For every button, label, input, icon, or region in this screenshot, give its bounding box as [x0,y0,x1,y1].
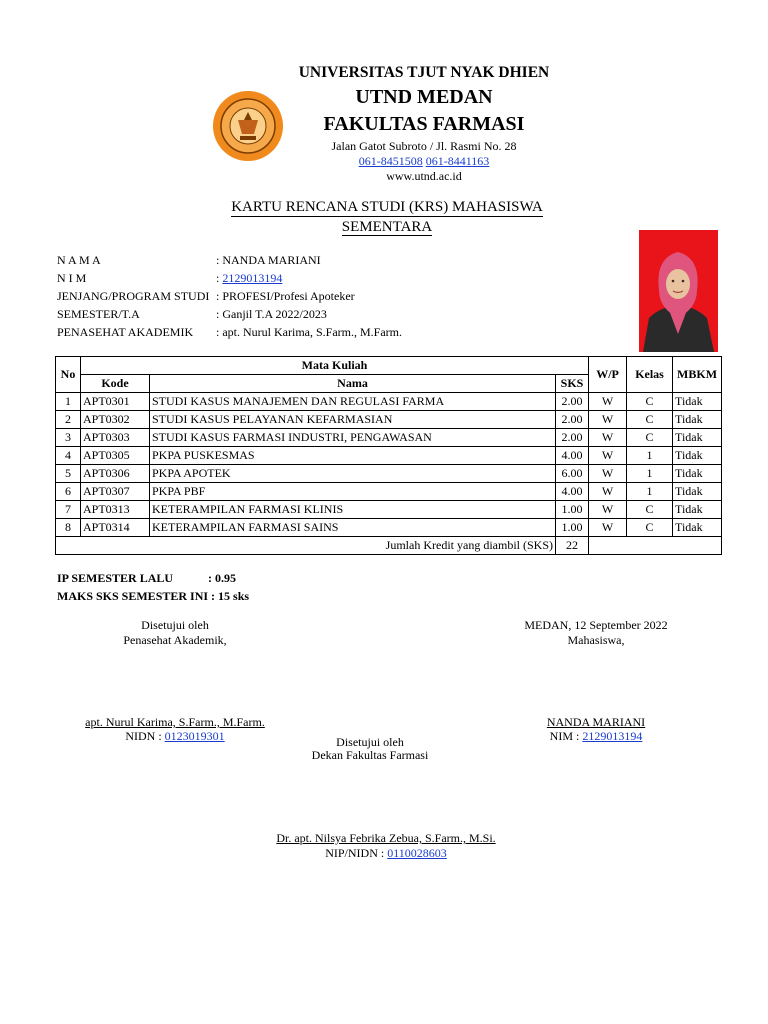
cell-kelas: 1 [627,483,673,501]
cell-sks: 6.00 [556,465,589,483]
document-title [200,199,574,216]
dean-signature-name [236,831,536,846]
cell-nama: STUDI KASUS PELAYANAN KEFARMASIAN [150,411,556,429]
dean-nip-label: NIP/NIDN : [325,846,388,860]
cell-no: 3 [56,429,81,447]
table-row [56,519,722,537]
student-signature-name [496,715,696,730]
program-value: : PROFESI/Profesi Apoteker [216,289,355,303]
student-name-text: NANDA MARIANI [546,715,646,729]
nim-link[interactable]: 2129013194 [222,271,283,285]
header-mbkm: MBKM [673,357,722,393]
table-row [56,447,722,465]
university-short-name: UTND MEDAN [355,86,493,108]
cell-sks: 2.00 [556,411,589,429]
table-row [56,393,722,411]
cell-nama: STUDI KASUS MANAJEMEN DAN REGULASI FARMA [150,393,556,411]
cell-sks: 2.00 [556,429,589,447]
cell-nama: KETERAMPILAN FARMASI SAINS [150,519,556,537]
max-sks: MAKS SKS SEMESTER INI : 15 sks [57,589,250,603]
cell-kelas: C [627,501,673,519]
cell-mbkm: Tidak [673,519,722,537]
table-row [56,411,722,429]
cell-sks: 2.00 [556,393,589,411]
header-kelas: Kelas [627,357,673,393]
total-empty [589,537,722,555]
cell-no: 2 [56,411,81,429]
cell-kode: APT0301 [81,393,150,411]
nim-value [216,271,616,286]
phone-numbers [200,154,648,169]
advisor-role: Penasehat Akademik, [123,633,227,647]
cell-wp: W [589,429,627,447]
student-role: Mahasiswa, [567,633,625,647]
phone-link-1[interactable]: 061-8451508 [358,154,423,168]
advisor-approved-label: Disetujui oleh [141,618,209,632]
university-name: UNIVERSITAS TJUT NYAK DHIEN [298,64,550,81]
cell-mbkm: Tidak [673,393,722,411]
cell-no: 5 [56,465,81,483]
cell-kelas: C [627,411,673,429]
cell-mbkm: Tidak [673,429,722,447]
cell-mbkm: Tidak [673,465,722,483]
advisor-nidn [65,729,285,744]
cell-wp: W [589,447,627,465]
name-value: : NANDA MARIANI [216,253,321,267]
cell-nama: KETERAMPILAN FARMASI KLINIS [150,501,556,519]
cell-wp: W [589,465,627,483]
cell-sks: 4.00 [556,447,589,465]
cell-mbkm: Tidak [673,483,722,501]
cell-mbkm: Tidak [673,501,722,519]
cell-kelas: 1 [627,465,673,483]
dean-nip [236,846,536,861]
cell-kode: APT0307 [81,483,150,501]
website: www.utnd.ac.id [386,169,462,183]
table-row [56,501,722,519]
cell-kelas: C [627,429,673,447]
advisor-label: PENASEHAT AKADEMIK [57,325,194,339]
student-nim [496,729,696,744]
phone-link-2[interactable]: 061-8441163 [425,154,490,168]
program-label: JENJANG/PROGRAM STUDI [57,289,210,303]
cell-wp: W [589,501,627,519]
cell-mbkm: Tidak [673,447,722,465]
cell-kode: APT0302 [81,411,150,429]
ip-semester-label: IP SEMESTER LALU [57,571,174,585]
cell-kode: APT0306 [81,465,150,483]
advisor-nidn-link[interactable]: 0123019301 [164,729,225,743]
total-row [56,537,722,555]
cell-mbkm: Tidak [673,411,722,429]
student-nim-link[interactable]: 2129013194 [582,729,643,743]
place-date: MEDAN, 12 September 2022 [524,618,668,632]
dean-nip-link[interactable]: 0110028603 [387,846,447,860]
header-no: No [56,357,81,393]
student-photo [639,230,718,352]
document-title-text: KARTU RENCANA STUDI (KRS) MAHASISWA [231,199,543,215]
advisor-signature-name [65,715,285,730]
cell-no: 8 [56,519,81,537]
name-label: N A M A [57,253,101,267]
ip-semester-value: : 0.95 [208,571,236,585]
nim-prefix: : [216,271,223,285]
table-row [56,483,722,501]
cell-sks: 1.00 [556,501,589,519]
cell-kode: APT0314 [81,519,150,537]
cell-sks: 4.00 [556,483,589,501]
table-row [56,429,722,447]
header-wp: W/P [589,357,627,393]
cell-no: 6 [56,483,81,501]
advisor-value: : apt. Nurul Karima, S.Farm., M.Farm. [216,325,402,339]
cell-nama: PKPA PUSKESMAS [150,447,556,465]
header-nama: Nama [150,375,556,393]
cell-nama: STUDI KASUS FARMASI INDUSTRI, PENGAWASAN [150,429,556,447]
cell-kelas: 1 [627,447,673,465]
header-kode: Kode [81,375,150,393]
cell-kode: APT0303 [81,429,150,447]
cell-no: 1 [56,393,81,411]
cell-kode: APT0305 [81,447,150,465]
cell-kode: APT0313 [81,501,150,519]
cell-nama: PKPA PBF [150,483,556,501]
cell-kelas: C [627,393,673,411]
nim-label: N I M [57,271,87,285]
header-sks: SKS [556,375,589,393]
cell-wp: W [589,393,627,411]
course-table [55,356,722,555]
total-value: 22 [556,537,589,555]
faculty-name: FAKULTAS FARMASI [323,113,525,135]
cell-wp: W [589,483,627,501]
cell-no: 7 [56,501,81,519]
total-label: Jumlah Kredit yang diambil (SKS) [56,537,556,555]
student-nim-label: NIM : [549,729,583,743]
document-subtitle-text: SEMENTARA [341,219,433,235]
document-subtitle [200,219,574,236]
dean-approved-label: Disetujui oleh [336,735,404,749]
advisor-name-text: apt. Nurul Karima, S.Farm., M.Farm. [85,715,265,729]
semester-label: SEMESTER/T.A [57,307,140,321]
cell-wp: W [589,411,627,429]
dean-name-text: Dr. apt. Nilsya Febrika Zebua, S.Farm., M.Si. [276,831,496,845]
semester-value: : Ganjil T.A 2022/2023 [216,307,327,321]
dean-role: Dekan Fakultas Farmasi [311,748,429,762]
header-mata-kuliah: Mata Kuliah [81,357,589,375]
cell-wp: W [589,519,627,537]
cell-sks: 1.00 [556,519,589,537]
address: Jalan Gatot Subroto / Jl. Rasmi No. 28 [331,139,517,153]
cell-nama: PKPA APOTEK [150,465,556,483]
cell-no: 4 [56,447,81,465]
table-row [56,465,722,483]
advisor-nidn-label: NIDN : [125,729,165,743]
cell-kelas: C [627,519,673,537]
